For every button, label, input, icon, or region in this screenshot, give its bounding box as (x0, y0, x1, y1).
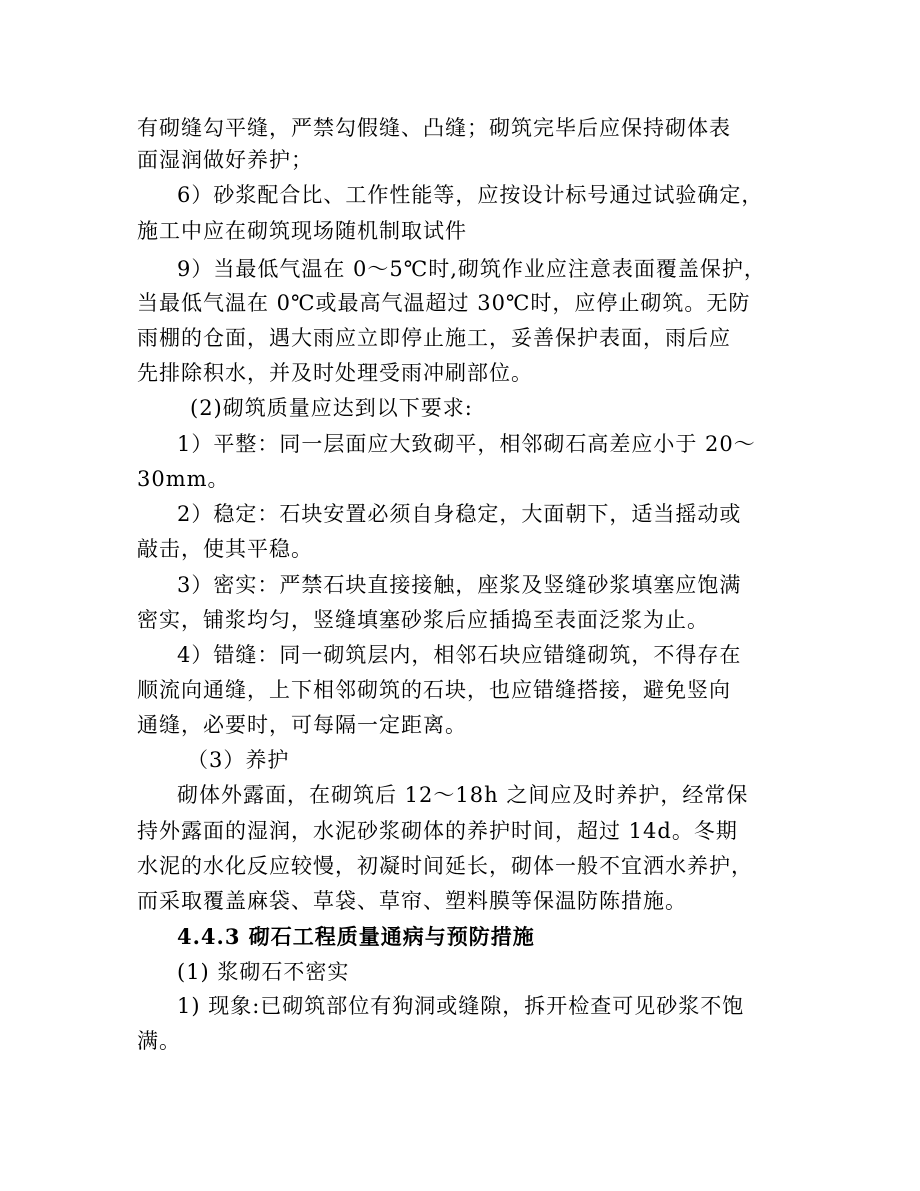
paragraph-line: 砌体外露面，在砌筑后 12～18h 之间应及时养护，经常保 (177, 783, 749, 807)
paragraph-line: 而采取覆盖麻袋、草袋、草帘、塑料膜等保温防陈措施。 (137, 889, 687, 913)
paragraph-line: 先排除积水，并及时处理受雨冲刷部位。 (137, 361, 533, 385)
section-subheading: (2)砌筑质量应达到以下要求: (190, 396, 473, 420)
paragraph-line: 持外露面的湿润，水泥砂浆砌体的养护时间，超过 14d。冬期 (137, 819, 738, 843)
paragraph-line: 密实，铺浆均匀，竖缝填塞砂浆后应插捣至表面泛浆为止。 (137, 608, 709, 632)
section-subheading: （3）养护 (187, 748, 290, 772)
list-item-line: 1）平整：同一层面应大致砌平，相邻砌石高差应小于 20～ (177, 432, 756, 456)
paragraph-line: 顺流向通缝，上下相邻砌筑的石块，也应错缝搭接，避免竖向 (137, 678, 731, 702)
list-item-line: 3）密实：严禁石块直接接触，座浆及竖缝砂浆填塞应饱满 (177, 573, 742, 597)
paragraph-line: 雨棚的仓面，遇大雨应立即停止施工，妥善保护表面，雨后应 (137, 326, 731, 350)
paragraph-line: 施工中应在砌筑现场随机制取试件 (137, 219, 467, 243)
section-subheading: (1) 浆砌石不密实 (177, 960, 350, 984)
paragraph-line: 有砌缝勾平缝，严禁勾假缝、凸缝；砌筑完毕后应保持砌体表 (137, 116, 731, 140)
list-item-line: 2）稳定：石块安置必须自身稳定，大面朝下，适当摇动或 (177, 502, 742, 526)
list-item-line: 9）当最低气温在 0～5℃时,砌筑作业应注意表面覆盖保护， (177, 257, 766, 281)
paragraph-line: 水泥的水化反应较慢，初凝时间延长，砌体一般不宜洒水养护， (137, 854, 753, 878)
list-item-line: 1) 现象:已砌筑部位有狗洞或缝隙，拆开检查可见砂浆不饱 (177, 994, 745, 1018)
paragraph-line: 面湿润做好养护； (137, 148, 313, 172)
paragraph-line: 敲击，使其平稳。 (137, 537, 313, 561)
list-item-line: 6）砂浆配合比、工作性能等，应按设计标号通过试验确定， (177, 183, 764, 207)
paragraph-line: 30mm。 (137, 467, 230, 491)
list-item-line: 4）错缝：同一砌筑层内，相邻石块应错缝砌筑，不得存在 (177, 643, 742, 667)
paragraph-line: 通缝，必要时，可每隔一定距离。 (137, 713, 467, 737)
section-heading: 4.4.3 砌石工程质量通病与预防措施 (177, 924, 535, 949)
paragraph-line: 当最低气温在 0℃或最高气温超过 30℃时，应停止砌筑。无防 (137, 291, 751, 315)
paragraph-line: 满。 (137, 1029, 181, 1053)
